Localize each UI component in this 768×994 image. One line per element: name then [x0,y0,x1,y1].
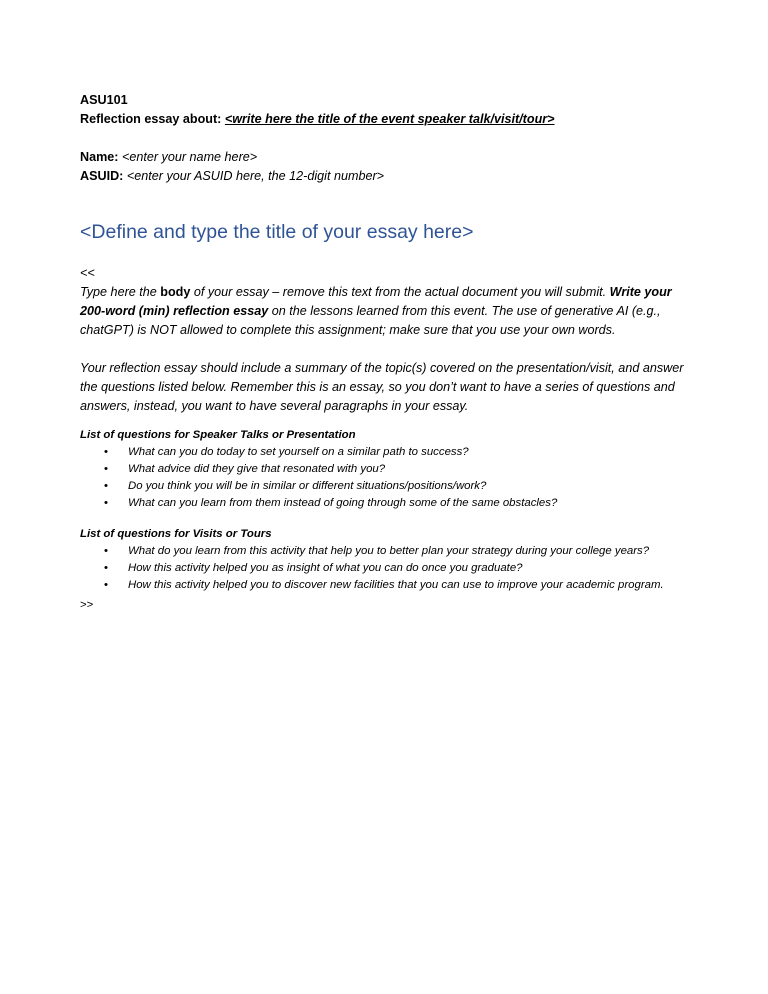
list-item [104,444,690,461]
p1-text: of your essay – remove this text from the actual document you will submit. [190,285,610,299]
list-item [104,461,690,478]
document-page [80,91,690,615]
course-code: ASU101 [80,93,128,107]
body-paragraph-1[interactable] [80,283,690,340]
bullet-icon: • [104,446,108,458]
list-item-text: How this activity helped you as insight of what you can do once you graduate? [128,562,523,574]
asuid-line [80,167,690,186]
reflection-title-placeholder[interactable]: <write here the title of the event speaker talk/visit/tour> [224,112,555,126]
open-marker: << [80,266,95,280]
visits-questions-list [80,543,690,594]
essay-title[interactable]: <Define and type the title of your essay here> [80,221,474,243]
list-item [104,543,690,560]
visits-questions-title: List of questions for Visits or Tours [80,528,272,540]
reflection-line [80,110,690,129]
list-item-text: What can you do today to set yourself on a similar path to success? [128,446,469,458]
name-label: Name: [80,150,119,164]
name-placeholder[interactable]: <enter your name here> [118,150,258,164]
asuid-label: ASUID: [80,169,124,183]
bullet-icon: • [104,562,108,574]
list-item-text: What do you learn from this activity that help you to better plan your strategy during your college years? [128,545,650,557]
speaker-questions-list [80,444,690,512]
list-item [104,577,690,594]
p1-text: on the lessons learned from this event. The use of generative AI (e.g., chatGPT) is NOT allowed to complete this assignment; make sure that you use your own words. [80,304,661,337]
list-item [104,495,690,512]
bullet-icon: • [104,480,108,492]
bullet-icon: • [104,579,108,591]
name-line [80,148,690,167]
body-paragraph-2[interactable]: Your reflection essay should include a summary of the topic(s) covered on the presentation/visit, and answer the questions listed below. Remember this is an essay, so you don’t want to have a series of questions and answers, instead, you want to have several paragraphs in your essay. [80,361,684,413]
p1-text: Type here the [80,285,161,299]
bullet-icon: • [104,545,108,557]
list-item [104,560,690,577]
p1-bold-instruction: Write your 200-word (min) reflection essay [80,285,672,318]
list-item [104,478,690,495]
asuid-placeholder[interactable]: <enter your ASUID here, the 12-digit number> [123,169,385,183]
list-item-text: How this activity helped you to discover new facilities that you can use to improve your academic program. [128,579,664,591]
list-item-text: What can you learn from them instead of going through some of the same obstacles? [128,497,558,509]
bullet-icon: • [104,497,108,509]
list-item-text: What advice did they give that resonated with you? [128,463,386,475]
p1-bold-body: body [160,285,191,299]
bullet-icon: • [104,463,108,475]
reflection-label: Reflection essay about: [80,112,225,126]
speaker-questions-title: List of questions for Speaker Talks or Presentation [80,429,356,441]
close-marker: >> [80,599,94,611]
list-item-text: Do you think you will be in similar or different situations/positions/work? [128,480,487,492]
